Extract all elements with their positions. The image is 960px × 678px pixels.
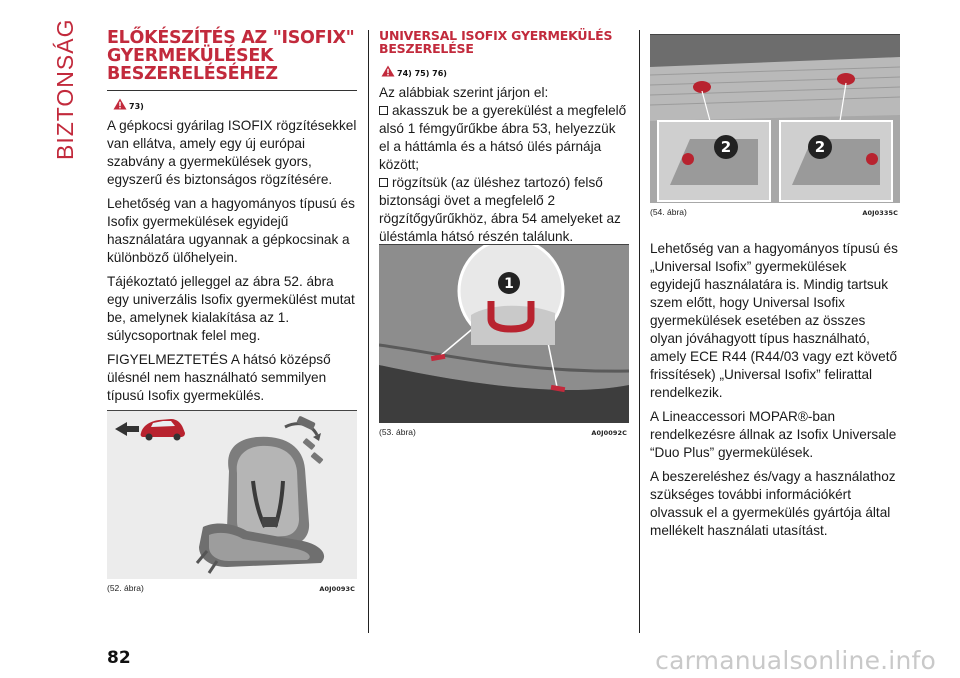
warning-reference	[113, 97, 357, 111]
seat-isofix-photo	[379, 245, 629, 423]
warning-triangle-icon	[381, 65, 395, 77]
bullet-item	[379, 102, 629, 174]
warning-ref-numbers: 74) 75) 76)	[397, 68, 447, 78]
figure-54-photo	[650, 35, 900, 203]
figure-code: A0J0093C	[319, 585, 355, 593]
callout-number: 2	[720, 138, 732, 156]
rear-seatback-photo	[650, 35, 900, 203]
figure-caption	[650, 207, 900, 217]
figure-53-photo	[379, 245, 629, 423]
callout-number: 1	[504, 276, 514, 292]
body-paragraph: Tájékoztató jelleggel az ábra 52. ábra egy univerzális Isofix gyermekülést mutat be, amelynek kialakítása az 1. súlycsoportnak felel meg.	[107, 273, 355, 343]
body-paragraph: A Lineaccessori MOPAR®-ban rendelkezésre állnak az Isofix Universale “Duo Plus” gyermekülések.	[650, 409, 897, 460]
column-universal-isofix-info	[650, 240, 900, 546]
figure-caption-label: (54. ábra)	[650, 207, 687, 217]
watermark-text: carmanualsonline.info	[655, 646, 936, 675]
heading-line: GYERMEKÜLÉSEK	[107, 45, 274, 66]
page-number: 82	[107, 648, 131, 668]
figure-52	[107, 410, 357, 593]
figure-code: A0J0335C	[862, 209, 898, 217]
figure-caption-label: (53. ábra)	[379, 427, 416, 437]
heading-line: BESZERELÉSÉHEZ	[107, 63, 278, 84]
column-divider-right	[639, 30, 640, 633]
warning-ref-number: 73)	[129, 101, 144, 111]
body-paragraph: FIGYELMEZTETÉS A hátsó középső ülésnél nem használható semmilyen típusú Isofix gyermekülés.	[107, 351, 331, 403]
warning-reference	[381, 64, 629, 78]
bullet-item	[379, 174, 629, 246]
column-universal-isofix	[379, 30, 629, 252]
section-heading-isofix-preparation	[107, 30, 357, 84]
bullet-text: rögzítsük (az üléshez tartozó) felső biztonsági övet a megfelelő 2 rögzítőgyűrűkhöz, ábra 54 amelyeket az üléstámla hátsó részén találunk.	[379, 174, 621, 244]
figure-54	[650, 34, 900, 217]
child-seat-illustration	[107, 411, 357, 579]
heading-line: BESZERELÉSE	[379, 40, 474, 56]
figure-52-illustration	[107, 411, 357, 579]
body-paragraph: Lehetőség van a hagyományos típusú és Isofix gyermekülések egyidejű használatára ugyannak a gépkocsinak a különböző ülőhelyein.	[107, 195, 355, 265]
warning-triangle-icon	[113, 98, 127, 110]
body-paragraph: A beszereléshez és/vagy a használathoz szükséges további információkért olvassuk el a gyermekülés gyártója által mellékelt használati utasítást.	[650, 469, 896, 538]
column-divider-left	[368, 30, 369, 633]
heading-line: ELŐKÉSZÍTÉS AZ "ISOFIX"	[107, 28, 355, 48]
figure-caption-label: (52. ábra)	[107, 583, 144, 593]
figure-53	[379, 244, 629, 437]
column-isofix-preparation	[107, 30, 357, 411]
heading-line: UNIVERSAL ISOFIX GYERMEKÜLÉS	[379, 28, 613, 43]
body-paragraph: Lehetőség van a hagyományos típusú és „Universal Isofix” gyermekülések egyidejű használatára is. Mindig tartsuk szem előtt, hogy Universal Isofix gyermekülések esetében az összes olyan jóváhagyott típus használható, amely ECE R44 (R44/03 vagy ezt követő frissítések) „Universal Isofix” felirattal rendelkezik.	[650, 241, 898, 400]
checkbox-bullet-icon	[379, 178, 388, 187]
figure-caption	[107, 583, 357, 593]
checkbox-bullet-icon	[379, 106, 388, 115]
bullet-text: akasszuk be a gyerekülést a megfelelő alsó 1 fémgyűrűkbe ábra 53, helyezzük el a háttámla és a hátsó ülés párnája között;	[379, 102, 627, 172]
heading-rule	[107, 90, 357, 91]
callout-number: 2	[814, 138, 826, 156]
figure-caption	[379, 427, 629, 437]
figure-code: A0J0092C	[591, 429, 627, 437]
section-side-label: BIZTONSÁG	[52, 18, 78, 160]
intro-paragraph: Az alábbiak szerint járjon el:	[379, 84, 549, 100]
body-paragraph: A gépkocsi gyárilag ISOFIX rögzítésekkel van ellátva, amely egy új európai szabvány a gyermekülések gyors, egyszerű és biztonságos rögzítésére.	[107, 117, 357, 187]
section-heading-universal-isofix	[379, 30, 629, 56]
